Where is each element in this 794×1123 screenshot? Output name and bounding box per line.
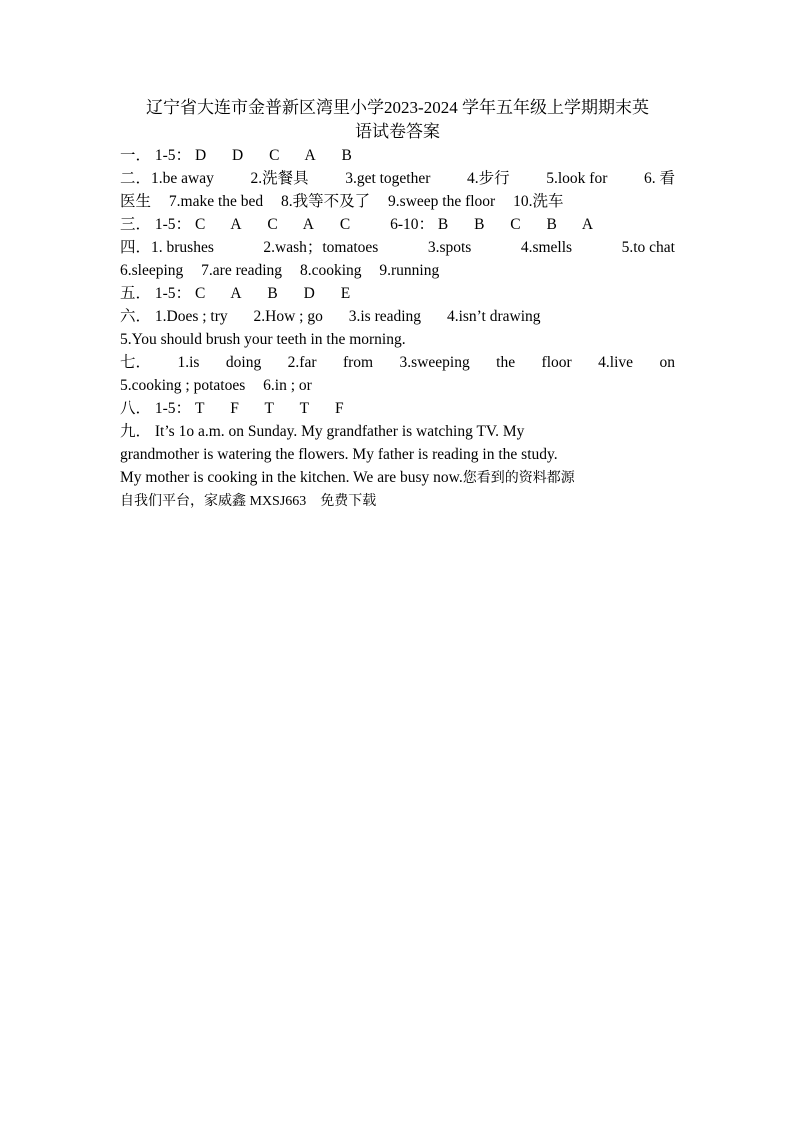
answer: D — [194, 147, 207, 164]
answer-word: 2.far — [287, 354, 317, 371]
section-7-line-1 — [120, 351, 675, 374]
section-number: 一． — [120, 147, 152, 164]
section-number: 二． — [120, 170, 152, 187]
answer-word: 4.live — [598, 354, 634, 371]
section-4-line-2 — [120, 259, 675, 282]
answer-word: on — [659, 354, 675, 371]
answer: 4.步行 — [467, 170, 510, 187]
answer: 7.are reading — [201, 262, 283, 279]
answer: A — [230, 216, 242, 233]
answer: C — [269, 147, 280, 164]
answer: 1.be away — [151, 170, 214, 187]
answer: A — [581, 216, 594, 233]
passage-text: My mother is cooking in the kitchen. We are busy now. — [120, 469, 463, 486]
answer: C — [194, 216, 206, 233]
answer: D — [303, 285, 315, 302]
answer: 3.get together — [345, 170, 431, 187]
passage-text: It’s 1o a.m. on Sunday. My grandfather is watching TV. My — [154, 423, 525, 440]
section-number: 三． — [120, 216, 152, 233]
section-2-line-1 — [120, 167, 675, 190]
section-number: 七． — [120, 354, 152, 371]
section-7-line-2 — [120, 374, 675, 397]
answer-range: 6-10： — [390, 216, 434, 233]
answer: 2.洗餐具 — [250, 170, 309, 187]
answer: 9.sweep the floor — [388, 193, 496, 210]
section-9-line-1 — [120, 420, 675, 443]
section-2-line-2 — [120, 190, 675, 213]
answer: A — [302, 216, 314, 233]
answer-word: doing — [225, 354, 262, 371]
answer: T — [264, 400, 274, 417]
watermark-text: 自我们平台，家威鑫 MXSJ663 免费下载 — [120, 494, 377, 509]
answer-word: the — [496, 354, 516, 371]
answer: 6.sleeping — [120, 262, 184, 279]
answer: 2.How ; go — [253, 308, 323, 325]
answer: 5.You should brush your teeth in the morning. — [120, 331, 406, 348]
passage-text: grandmother is watering the flowers. My father is reading in the study. — [120, 446, 558, 463]
section-8-answers — [120, 397, 675, 420]
answer: E — [340, 285, 351, 302]
answer: 5.to chat — [621, 239, 675, 256]
answer: D — [232, 147, 244, 164]
answer: C — [510, 216, 521, 233]
answer: B — [474, 216, 485, 233]
answer: B — [546, 216, 557, 233]
answer: C — [194, 285, 206, 302]
answer-document — [120, 96, 675, 513]
answer: F — [334, 400, 344, 417]
answer: 9.running — [379, 262, 440, 279]
section-number: 四． — [120, 239, 152, 256]
answer: 6. 看 — [643, 170, 675, 187]
section-6-line-1 — [120, 305, 675, 328]
answer: 7.make the bed — [168, 193, 264, 210]
answer: A — [304, 147, 316, 164]
answer: 2.wash；tomatoes — [263, 239, 379, 256]
answer: C — [339, 216, 351, 233]
section-number: 五． — [120, 285, 152, 302]
answer: A — [230, 285, 242, 302]
section-4-line-1 — [120, 236, 675, 259]
section-9-line-4 — [120, 490, 675, 513]
answer-word: 1.is — [177, 354, 200, 371]
section-1-answers — [120, 144, 675, 167]
answer: 5.cooking ; potatoes — [120, 377, 246, 394]
answer-range: 1-5： — [154, 147, 192, 164]
answer: B — [341, 147, 352, 164]
section-number: 六． — [120, 308, 152, 325]
answer: 1. brushes — [151, 239, 214, 256]
section-9-line-3 — [120, 466, 675, 490]
answer: 3.is reading — [348, 308, 422, 325]
answer: B — [267, 285, 278, 302]
answer: 1.Does ; try — [154, 308, 228, 325]
document-title — [120, 96, 675, 144]
answer: B — [437, 216, 449, 233]
answer: C — [267, 216, 278, 233]
section-9-line-2 — [120, 443, 675, 466]
answer: 5.look for — [546, 170, 608, 187]
answer: 8.cooking — [299, 262, 362, 279]
answer: T — [299, 400, 310, 417]
answer: F — [230, 400, 239, 417]
answer: 3.spots — [427, 239, 472, 256]
answer-range: 1-5： — [154, 216, 192, 233]
answer: 4.isn’t drawing — [446, 308, 541, 325]
answer: 8.我等不及了 — [281, 193, 371, 210]
answer: 6.in ; or — [263, 377, 312, 394]
answer: 4.smells — [520, 239, 573, 256]
answer: 医生 — [120, 193, 152, 210]
answer-word: from — [342, 354, 374, 371]
answer-word: 3.sweeping — [399, 354, 470, 371]
answer: T — [194, 400, 205, 417]
section-3-answers — [120, 213, 675, 236]
section-6-line-2 — [120, 328, 675, 351]
answer-range: 1-5： — [154, 285, 192, 302]
section-number: 八． — [120, 400, 152, 417]
answer-range: 1-5： — [154, 400, 192, 417]
answer: 10.洗车 — [513, 193, 564, 210]
answer-word: floor — [541, 354, 572, 371]
watermark-text: 您看到的资料都源 — [462, 471, 575, 486]
title-line-2: 语试卷答案 — [355, 122, 440, 141]
section-number: 九． — [120, 423, 152, 440]
section-5-answers — [120, 282, 675, 305]
title-line-1: 辽宁省大连市金普新区湾里小学2023-2024 学年五年级上学期期末英 — [146, 98, 649, 117]
